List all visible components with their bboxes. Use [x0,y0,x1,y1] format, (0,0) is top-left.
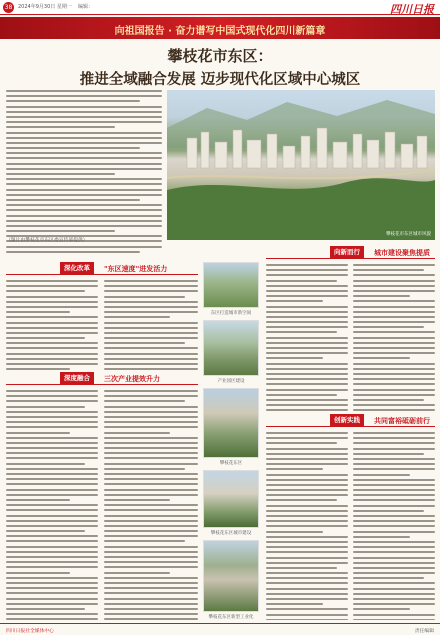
article-column-4b [353,432,435,620]
article-column-1b [104,280,198,370]
photo-caption-1: 东区打造城市新空间 [210,311,252,316]
photo-east-district [203,388,259,458]
footer-left-text: 四川日报社全媒体中心 [6,629,54,634]
photo-caption-2: 产业园区建设 [217,379,245,384]
footer-right-text: 责任编辑 [414,629,434,634]
newspaper-masthead: 四川日报 [390,3,434,16]
page-number: 38 [4,4,13,11]
special-banner [0,17,440,39]
photo-industrial-park [203,320,259,376]
article-column-4a [266,432,348,620]
section-subtitle-practice: 共同富裕砥砺前行 [374,417,430,425]
editor-label: 编辑： [78,4,94,10]
banner-title: 向祖国报告 · 奋力谱写中国式现代化四川新篇章 [114,26,326,37]
article-column-1a [6,280,98,370]
intro-paragraph [6,90,162,255]
article-column-2a [6,390,98,620]
section-subtitle-innovation: 城市建设聚焦提质 [374,249,430,257]
article-column-3b [353,264,435,412]
section-tag-reform: 深化改革 [60,262,94,274]
section-tag-integration: 深度融合 [60,372,94,384]
section-tag-practice: 创新实践 [330,414,364,426]
photo-industrialization [203,540,259,612]
photo-caption-4: 攀枝花东区城市建设 [210,531,252,536]
section-subtitle-reform: "东区速度"进发活力 [104,265,168,273]
section-tag-innovation: 向新而行 [330,246,364,258]
headline-block [0,40,440,88]
headline-line-1: 攀枝花市东区： [167,47,273,65]
issue-date: 2024年9月30日 星期一 [18,4,72,10]
photo-city-construction [203,470,259,528]
page-footer [0,623,440,635]
photo-caption-5: 攀枝花东区新型工业化 [208,615,254,620]
headline-line-2: 推进全域融合发展 迈步现代化区域中心城区 [79,72,361,88]
main-city-photo [167,90,435,240]
article-column-3a [266,264,348,412]
main-photo-credit: 攀枝花市东区城市风貌 [386,232,431,237]
article-column-2b [104,390,198,620]
photo-new-space [203,262,259,308]
section-subtitle-integration: 三次产业提效升力 [104,375,160,383]
intro-caption: （图片由攀枝花市东区委宣传部提供） [6,238,88,243]
photo-caption-3: 攀枝花东区 [219,461,243,466]
city-skyline-illustration [167,90,435,240]
top-bar [0,0,440,15]
